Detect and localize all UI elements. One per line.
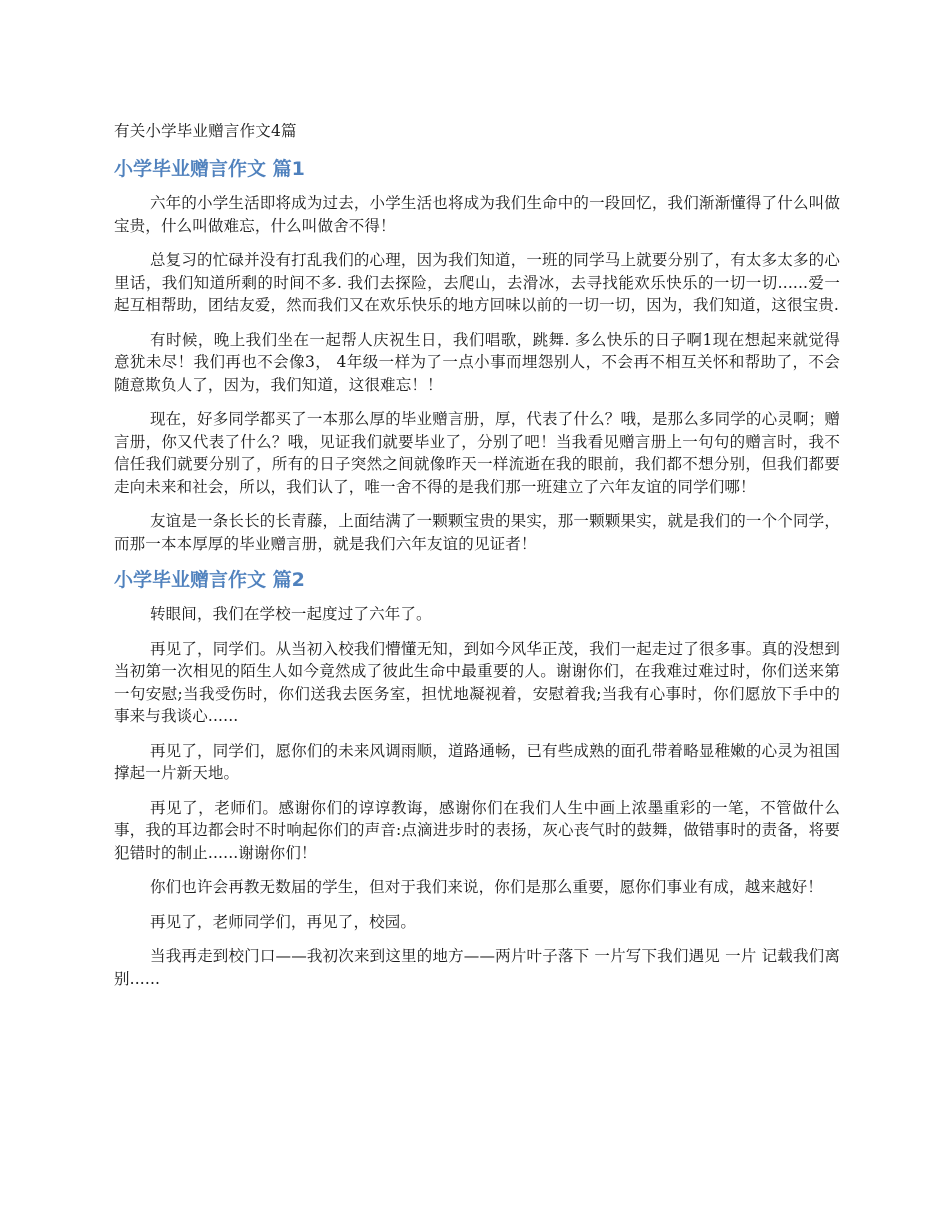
document-title: 有关小学毕业赠言作文4篇 — [114, 122, 297, 140]
paragraph: 再见了，老师们。感谢你们的谆谆教诲，感谢你们在我们人生中画上浓墨重彩的一笔，不管做什么事，我的耳边都会时不时响起你们的声音:点滴进步时的表扬，灰心丧气时的鼓舞，做错事时的责备，将要犯错时的制止......谢谢你们！ — [114, 798, 840, 862]
paragraph: 再见了，同学们，愿你们的未来风调雨顺，道路通畅，已有些成熟的面孔带着略显稚嫩的心灵为祖国撑起一片新天地。 — [114, 741, 840, 782]
paragraph: 六年的小学生活即将成为过去，小学生活也将成为我们生命中的一段回忆，我们渐渐懂得了什么叫做宝贵，什么叫做难忘，什么叫做舍不得！ — [114, 194, 840, 235]
section-heading: 小学毕业赠言作文 篇2 — [114, 569, 305, 591]
paragraph: 现在，好多同学都买了一本那么厚的毕业赠言册，厚，代表了什么？哦，是那么多同学的心灵啊；赠言册，你又代表了什么？哦，见证我们就要毕业了，分别了吧！当我看见赠言册上一句句的赠言时，我不信任我们就要分别了，所有的日子突然之间就像昨天一样流逝在我的眼前，我们都不想分别，但我们都要走向未来和社会，所以，我们认了，唯一舍不得的是我们那一班建立了六年友谊的同学们哪！ — [114, 410, 840, 496]
section-2 — [114, 567, 840, 990]
paragraph: 当我再走到校门口——我初次来到这里的地方——两片叶子落下 一片写下我们遇见 一片 记载我们离别...... — [114, 947, 840, 988]
paragraph: 再见了，同学们。从当初入校我们懵懂无知，到如今风华正茂，我们一起走过了很多事。真的没想到当初第一次相见的陌生人如今竟然成了彼此生命中最重要的人。谢谢你们，在我难过难过时，你们送来第一句安慰;当我受伤时，你们送我去医务室，担忧地凝视着，安慰着我;当我有心事时，你们愿放下手中的事来与我谈心...... — [114, 639, 840, 725]
document-page — [114, 120, 840, 1002]
paragraph: 你们也许会再教无数届的学生，但对于我们来说，你们是那么重要，愿你们事业有成，越来越好！ — [150, 878, 823, 896]
paragraph: 再见了，老师同学们，再见了，校园。 — [150, 912, 417, 931]
paragraph: 友谊是一条长长的长青藤，上面结满了一颗颗宝贵的果实，那一颗颗果实，就是我们的一个个同学，而那一本本厚厚的毕业赠言册，就是我们六年友谊的见证者！ — [114, 512, 840, 553]
paragraph: 有时候，晚上我们坐在一起帮人庆祝生日，我们唱歌，跳舞. 多么快乐的日子啊1现在想起来就觉得意犹未尽！我们再也不会像3， 4年级一样为了一点小事而埋怨别人，不会再不相互关怀和帮助了，不会随意欺负人了，因为，我们知道，这很难忘！！ — [114, 330, 840, 394]
paragraph: 总复习的忙碌并没有打乱我们的心理，因为我们知道，一班的同学马上就要分别了，有太多太多的心里话，我们知道所剩的时间不多. 我们去探险，去爬山，去滑冰，去寻找能欢乐快乐的一切一切......爱一起互相帮助，团结友爱，然而我们又在欢乐快乐的地方回味以前的一切一切，因为，我们知道，这很宝贵. — [114, 251, 840, 314]
section-1 — [114, 156, 840, 555]
paragraph: 转眼间，我们在学校一起度过了六年了。 — [150, 605, 432, 623]
section-heading: 小学毕业赠言作文 篇1 — [114, 158, 305, 180]
